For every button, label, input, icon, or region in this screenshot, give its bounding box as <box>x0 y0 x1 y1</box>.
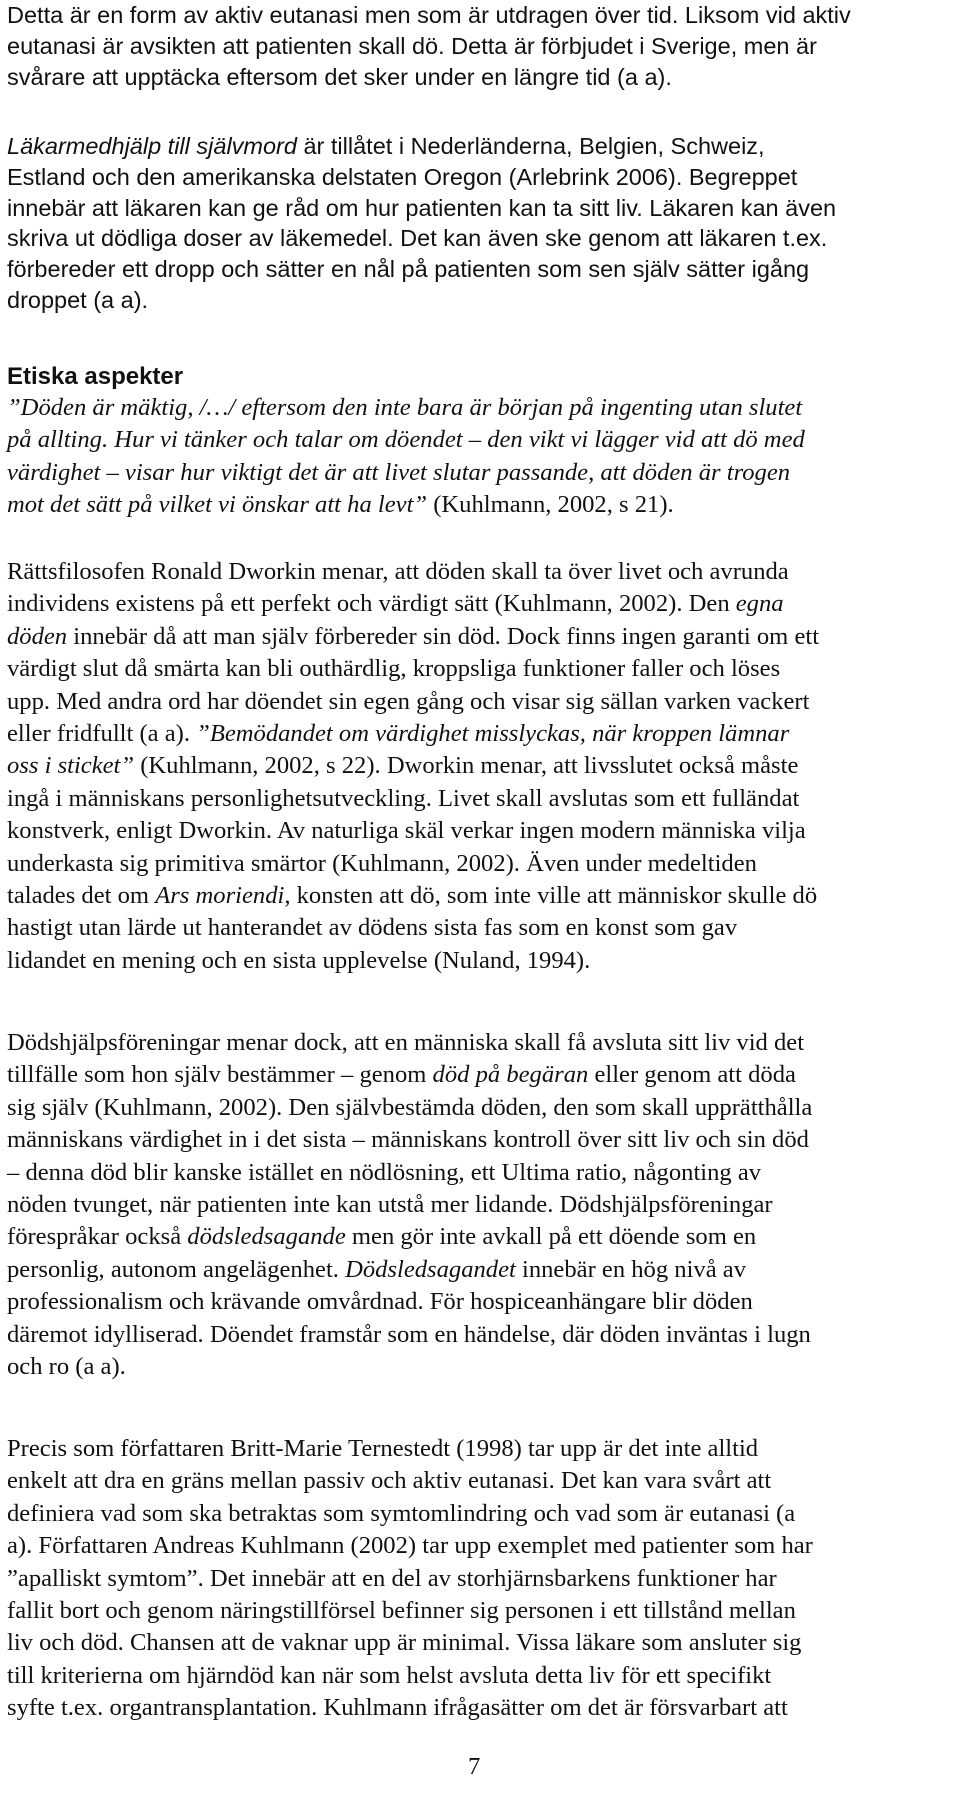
text-line: lidandet en mening och en sista upplevelse (Nuland, 1994). <box>7 946 591 974</box>
text-line: individens existens på ett perfekt och värdigt sätt (Kuhlmann, 2002). Den egna <box>7 590 784 618</box>
text-line: professionalism och krävande omvårdnad. För hospiceanhängare blir döden <box>7 1288 753 1316</box>
text-line: innebär att läkaren kan ge råd om hur patienten kan ta sitt liv. Läkaren kan även <box>7 194 837 221</box>
text-line: människans värdighet in i det sista – människans kontroll över sitt liv och sin död <box>7 1126 809 1154</box>
paragraph-euthanasia-societies <box>7 1027 812 1383</box>
text-line: underkasta sig primitiva smärtor (Kuhlmann, 2002). Även under medeltiden <box>7 849 757 877</box>
text-line: värdighet – visar hur viktigt det är att livet slutar passande, att döden är trogen <box>7 458 791 486</box>
text-line: på allting. Hur vi tänker och talar om döendet – den vikt vi lägger vid att dö med <box>7 426 805 454</box>
text-line: till kriterierna om hjärndöd kan när som helst avsluta detta liv för ett specifikt <box>7 1661 772 1689</box>
text-line: mot det sätt på vilket vi önskar att ha levt” (Kuhlmann, 2002, s 21). <box>7 491 674 519</box>
text-line: a). Författaren Andreas Kuhlmann (2002) tar upp exemplet med patienter som har <box>7 1532 813 1560</box>
text-line: liv och död. Chansen att de vaknar upp är minimal. Vissa läkare som ansluter sig <box>7 1629 802 1657</box>
text-line: definiera vad som ska betraktas som symtomlindring och vad som är eutanasi (a <box>7 1499 796 1527</box>
paragraph-intro <box>7 0 851 92</box>
page-number: 7 <box>468 1753 481 1780</box>
text-line: förbereder ett dropp och sätter en nål på patienten som sen själv sätter igång <box>7 256 810 283</box>
text-line: svårare att upptäcka eftersom det sker under en längre tid (a a). <box>7 63 672 90</box>
text-line: Estland och den amerikanska delstaten Oregon (Arlebrink 2006). Begreppet <box>7 163 798 190</box>
paragraph-ternestedt <box>7 1433 813 1725</box>
text-line: syfte t.ex. organtransplantation. Kuhlmann ifrågasätter om det är försvarbart att <box>7 1694 788 1722</box>
text-line: skriva ut dödliga doser av läkemedel. Det kan även ske genom att läkaren t.ex. <box>7 225 828 252</box>
text-line: värdigt slut då smärta kan bli outhärdlig, kroppsliga funktioner faller och löses <box>7 655 781 683</box>
text-line: sig själv (Kuhlmann, 2002). Den självbestämda döden, den som skall upprätthålla <box>7 1093 813 1121</box>
text-line: Rättsfilosofen Ronald Dworkin menar, att döden skall ta över livet och avrunda <box>7 558 789 585</box>
text-line: konstverk, enligt Dworkin. Av naturliga skäl verkar ingen modern människa vilja <box>7 817 806 845</box>
paragraph-assisted-suicide <box>7 131 836 316</box>
text-line: ”apalliskt symtom”. Det innebär att en del av storhjärnsbarkens funktioner har <box>7 1564 777 1592</box>
text-line: hastigt utan lärde ut hanterandet av dödens sista fas som en konst som gav <box>7 914 738 942</box>
text-line: Läkarmedhjälp till självmord är tillåtet i Nederländerna, Belgien, Schweiz, <box>7 133 765 159</box>
text-line: – denna död blir kanske istället en nödlösning, ett Ultima ratio, någonting av <box>7 1158 762 1186</box>
paragraph-dworkin <box>7 556 819 977</box>
text-line: nöden tvunget, när patienten inte kan utstå mer lidande. Dödshjälpsföreningar <box>7 1191 773 1219</box>
text-line: Detta är en form av aktiv eutanasi men som är utdragen över tid. Liksom vid aktiv <box>7 2 851 28</box>
text-line: personlig, autonom angelägenhet. Dödsledsagandet innebär en hög nivå av <box>7 1255 747 1283</box>
text-line: förespråkar också dödsledsagande men gör inte avkall på ett döende som en <box>7 1223 757 1251</box>
text-line: ”Döden är mäktig, /…/ eftersom den inte bara är början på ingenting utan slutet <box>7 394 803 421</box>
text-line: upp. Med andra ord har döendet sin egen gång och visar sig sällan varken vackert <box>7 687 810 715</box>
text-line: droppet (a a). <box>7 286 149 313</box>
text-line: talades det om Ars moriendi, konsten att dö, som inte ville att människor skulle dö <box>7 882 818 910</box>
text-line: eller fridfullt (a a). ”Bemödandet om värdighet misslyckas, när kroppen lämnar <box>7 720 790 748</box>
text-line: Dödshjälpsföreningar menar dock, att en människa skall få avsluta sitt liv vid det <box>7 1029 805 1056</box>
italic-term: Läkarmedhjälp till självmord <box>7 133 297 159</box>
text-line: Precis som författaren Britt-Marie Ternestedt (1998) tar upp är det inte alltid <box>7 1435 759 1462</box>
text-line: döden innebär då att man själv förbereder sin död. Dock finns ingen garanti om ett <box>7 622 820 650</box>
text-line: oss i sticket” (Kuhlmann, 2002, s 22). Dworkin menar, att livsslutet också måste <box>7 752 799 780</box>
text-line: däremot idylliserad. Döendet framstår som en händelse, där döden inväntas i lugn <box>7 1320 811 1348</box>
section-heading: Etiska aspekter <box>7 363 184 390</box>
text-line: ingå i människans personlighetsutveckling. Livet skall avslutas som ett fulländat <box>7 784 800 812</box>
text-line: eutanasi är avsikten att patienten skall dö. Detta är förbjudet i Sverige, men är <box>7 32 817 59</box>
text-line: och ro (a a). <box>7 1353 126 1381</box>
text-line: tillfälle som hon själv bestämmer – genom död på begäran eller genom att döda <box>7 1061 796 1089</box>
text-line: enkelt att dra en gräns mellan passiv och aktiv eutanasi. Det kan vara svårt att <box>7 1467 772 1495</box>
text-line: fallit bort och genom näringstillförsel befinner sig personen i ett tillstånd mellan <box>7 1597 796 1625</box>
paragraph-quote <box>7 392 805 522</box>
